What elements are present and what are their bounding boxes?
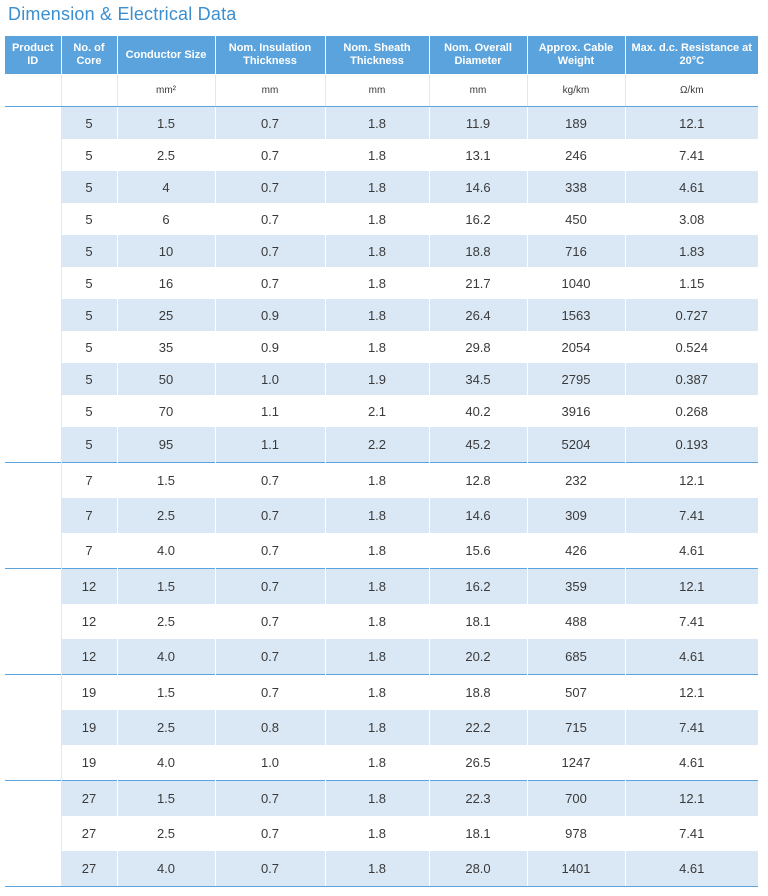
cell-no-of-core: 7 — [61, 463, 117, 499]
table-row — [5, 498, 758, 533]
header-row — [5, 36, 758, 75]
cell-product-id — [5, 533, 61, 569]
cell-cable-weight: 715 — [527, 710, 625, 745]
cell-cable-weight: 189 — [527, 107, 625, 140]
cell-cable-weight: 309 — [527, 498, 625, 533]
cell-overall-diameter: 18.1 — [429, 816, 527, 851]
unit-cell: mm — [429, 75, 527, 107]
cell-cable-weight: 507 — [527, 675, 625, 711]
cell-dc-resistance: 4.61 — [625, 745, 758, 781]
cell-conductor-size: 1.5 — [117, 107, 215, 140]
cell-overall-diameter: 28.0 — [429, 851, 527, 887]
cell-sheath-thickness: 1.8 — [325, 604, 429, 639]
table-row — [5, 851, 758, 887]
cell-sheath-thickness: 1.8 — [325, 463, 429, 499]
cell-no-of-core: 5 — [61, 299, 117, 331]
cell-overall-diameter: 16.2 — [429, 569, 527, 605]
cell-dc-resistance: 0.727 — [625, 299, 758, 331]
cell-overall-diameter: 14.6 — [429, 498, 527, 533]
table-row — [5, 139, 758, 171]
cell-conductor-size: 4.0 — [117, 533, 215, 569]
cell-sheath-thickness: 1.8 — [325, 203, 429, 235]
table-row — [5, 710, 758, 745]
cell-sheath-thickness: 1.8 — [325, 639, 429, 675]
cell-dc-resistance: 12.1 — [625, 781, 758, 817]
cell-product-id — [5, 203, 61, 235]
cell-dc-resistance: 12.1 — [625, 107, 758, 140]
cell-conductor-size: 16 — [117, 267, 215, 299]
cell-overall-diameter: 20.2 — [429, 639, 527, 675]
cell-no-of-core: 19 — [61, 675, 117, 711]
table-row — [5, 395, 758, 427]
cell-product-id — [5, 745, 61, 781]
cell-cable-weight: 359 — [527, 569, 625, 605]
unit-cell: mm — [215, 75, 325, 107]
table-row — [5, 363, 758, 395]
cell-insulation-thickness: 0.9 — [215, 331, 325, 363]
cell-no-of-core: 12 — [61, 604, 117, 639]
cell-no-of-core: 27 — [61, 816, 117, 851]
cell-product-id — [5, 781, 61, 817]
cell-dc-resistance: 4.61 — [625, 171, 758, 203]
cell-insulation-thickness: 0.7 — [215, 498, 325, 533]
cell-insulation-thickness: 0.7 — [215, 604, 325, 639]
cell-dc-resistance: 1.15 — [625, 267, 758, 299]
cell-conductor-size: 10 — [117, 235, 215, 267]
unit-cell: mm² — [117, 75, 215, 107]
cell-cable-weight: 3916 — [527, 395, 625, 427]
cell-insulation-thickness: 1.0 — [215, 363, 325, 395]
cell-conductor-size: 2.5 — [117, 498, 215, 533]
table-row — [5, 463, 758, 499]
cell-sheath-thickness: 1.8 — [325, 235, 429, 267]
cell-dc-resistance: 12.1 — [625, 569, 758, 605]
cell-cable-weight: 488 — [527, 604, 625, 639]
table-row — [5, 203, 758, 235]
units-row — [5, 75, 758, 107]
cell-sheath-thickness: 1.8 — [325, 710, 429, 745]
col-header-no-of-core: No. of Core — [61, 36, 117, 75]
cell-sheath-thickness: 1.8 — [325, 745, 429, 781]
cell-overall-diameter: 12.8 — [429, 463, 527, 499]
cell-cable-weight: 5204 — [527, 427, 625, 463]
cell-cable-weight: 2795 — [527, 363, 625, 395]
cell-product-id — [5, 498, 61, 533]
table-row — [5, 745, 758, 781]
col-header-cable-weight: Approx. Cable Weight — [527, 36, 625, 75]
cell-cable-weight: 1401 — [527, 851, 625, 887]
unit-cell: kg/km — [527, 75, 625, 107]
cell-insulation-thickness: 1.1 — [215, 427, 325, 463]
cell-product-id — [5, 235, 61, 267]
cell-overall-diameter: 13.1 — [429, 139, 527, 171]
cell-insulation-thickness: 0.8 — [215, 710, 325, 745]
cell-conductor-size: 4.0 — [117, 639, 215, 675]
cell-sheath-thickness: 1.8 — [325, 267, 429, 299]
cell-overall-diameter: 16.2 — [429, 203, 527, 235]
cell-overall-diameter: 26.5 — [429, 745, 527, 781]
cell-no-of-core: 27 — [61, 781, 117, 817]
cell-overall-diameter: 14.6 — [429, 171, 527, 203]
cell-conductor-size: 35 — [117, 331, 215, 363]
cell-sheath-thickness: 1.8 — [325, 139, 429, 171]
col-header-dc-resistance: Max. d.c. Resistance at 20°C — [625, 36, 758, 75]
table-row — [5, 816, 758, 851]
cell-sheath-thickness: 1.8 — [325, 107, 429, 140]
cell-conductor-size: 70 — [117, 395, 215, 427]
cell-product-id — [5, 331, 61, 363]
cell-insulation-thickness: 0.7 — [215, 235, 325, 267]
cell-insulation-thickness: 0.7 — [215, 171, 325, 203]
cell-insulation-thickness: 1.0 — [215, 745, 325, 781]
cell-cable-weight: 685 — [527, 639, 625, 675]
cell-overall-diameter: 34.5 — [429, 363, 527, 395]
cell-conductor-size: 25 — [117, 299, 215, 331]
cell-sheath-thickness: 1.8 — [325, 851, 429, 887]
cell-overall-diameter: 40.2 — [429, 395, 527, 427]
cell-dc-resistance: 7.41 — [625, 139, 758, 171]
cell-overall-diameter: 45.2 — [429, 427, 527, 463]
cell-no-of-core: 5 — [61, 363, 117, 395]
cell-sheath-thickness: 1.8 — [325, 498, 429, 533]
cell-conductor-size: 95 — [117, 427, 215, 463]
cell-dc-resistance: 7.41 — [625, 604, 758, 639]
table-row — [5, 569, 758, 605]
cell-cable-weight: 700 — [527, 781, 625, 817]
cell-insulation-thickness: 0.7 — [215, 533, 325, 569]
cell-overall-diameter: 11.9 — [429, 107, 527, 140]
cell-cable-weight: 450 — [527, 203, 625, 235]
cell-cable-weight: 2054 — [527, 331, 625, 363]
cell-cable-weight: 1040 — [527, 267, 625, 299]
cell-overall-diameter: 15.6 — [429, 533, 527, 569]
unit-cell: Ω/km — [625, 75, 758, 107]
page-title: Dimension & Electrical Data — [8, 4, 237, 24]
cell-no-of-core: 19 — [61, 745, 117, 781]
cell-conductor-size: 6 — [117, 203, 215, 235]
cell-no-of-core: 5 — [61, 427, 117, 463]
cell-conductor-size: 2.5 — [117, 710, 215, 745]
cell-dc-resistance: 12.1 — [625, 463, 758, 499]
cell-cable-weight: 426 — [527, 533, 625, 569]
cell-insulation-thickness: 0.7 — [215, 107, 325, 140]
cell-sheath-thickness: 1.8 — [325, 816, 429, 851]
cell-no-of-core: 5 — [61, 267, 117, 299]
cell-conductor-size: 1.5 — [117, 463, 215, 499]
cell-product-id — [5, 604, 61, 639]
table-row — [5, 299, 758, 331]
cell-insulation-thickness: 0.7 — [215, 851, 325, 887]
cell-sheath-thickness: 1.8 — [325, 171, 429, 203]
cell-no-of-core: 12 — [61, 639, 117, 675]
cell-product-id — [5, 107, 61, 140]
cell-sheath-thickness: 1.8 — [325, 781, 429, 817]
cell-no-of-core: 5 — [61, 395, 117, 427]
cell-product-id — [5, 299, 61, 331]
cell-overall-diameter: 18.8 — [429, 235, 527, 267]
cell-dc-resistance: 0.193 — [625, 427, 758, 463]
cell-insulation-thickness: 0.7 — [215, 569, 325, 605]
cell-product-id — [5, 851, 61, 887]
cell-no-of-core: 5 — [61, 139, 117, 171]
dimension-electrical-table — [5, 36, 758, 887]
cell-product-id — [5, 139, 61, 171]
cell-cable-weight: 1563 — [527, 299, 625, 331]
table-row — [5, 604, 758, 639]
unit-cell — [61, 75, 117, 107]
cell-no-of-core: 19 — [61, 710, 117, 745]
cell-sheath-thickness: 2.2 — [325, 427, 429, 463]
cell-no-of-core: 27 — [61, 851, 117, 887]
table-row — [5, 427, 758, 463]
cell-insulation-thickness: 0.7 — [215, 816, 325, 851]
table-row — [5, 639, 758, 675]
cell-product-id — [5, 639, 61, 675]
cell-product-id — [5, 427, 61, 463]
col-header-conductor-size: Conductor Size — [117, 36, 215, 75]
cell-conductor-size: 4 — [117, 171, 215, 203]
cell-sheath-thickness: 1.8 — [325, 569, 429, 605]
cell-product-id — [5, 710, 61, 745]
cell-cable-weight: 232 — [527, 463, 625, 499]
cell-insulation-thickness: 0.7 — [215, 639, 325, 675]
cell-no-of-core: 7 — [61, 498, 117, 533]
cell-no-of-core: 5 — [61, 107, 117, 140]
cell-no-of-core: 5 — [61, 331, 117, 363]
table-row — [5, 331, 758, 363]
cell-conductor-size: 2.5 — [117, 604, 215, 639]
cell-insulation-thickness: 0.7 — [215, 675, 325, 711]
cell-cable-weight: 716 — [527, 235, 625, 267]
table-row — [5, 171, 758, 203]
cell-dc-resistance: 7.41 — [625, 710, 758, 745]
cell-no-of-core: 12 — [61, 569, 117, 605]
cell-dc-resistance: 4.61 — [625, 639, 758, 675]
cell-product-id — [5, 816, 61, 851]
table-row — [5, 781, 758, 817]
cell-product-id — [5, 363, 61, 395]
cell-cable-weight: 978 — [527, 816, 625, 851]
cell-dc-resistance: 7.41 — [625, 498, 758, 533]
cell-dc-resistance: 4.61 — [625, 851, 758, 887]
cell-conductor-size: 1.5 — [117, 781, 215, 817]
cell-sheath-thickness: 1.8 — [325, 331, 429, 363]
cell-insulation-thickness: 0.9 — [215, 299, 325, 331]
table-row — [5, 675, 758, 711]
cell-overall-diameter: 26.4 — [429, 299, 527, 331]
cell-insulation-thickness: 0.7 — [215, 463, 325, 499]
col-header-product-id: Product ID — [5, 36, 61, 75]
col-header-sheath-thickness: Nom. Sheath Thickness — [325, 36, 429, 75]
cell-overall-diameter: 18.8 — [429, 675, 527, 711]
cell-product-id — [5, 675, 61, 711]
cell-conductor-size: 1.5 — [117, 675, 215, 711]
cell-dc-resistance: 0.268 — [625, 395, 758, 427]
cell-sheath-thickness: 2.1 — [325, 395, 429, 427]
cell-product-id — [5, 171, 61, 203]
table-row — [5, 107, 758, 140]
cell-conductor-size: 4.0 — [117, 851, 215, 887]
cell-overall-diameter: 22.3 — [429, 781, 527, 817]
cell-product-id — [5, 395, 61, 427]
cell-sheath-thickness: 1.8 — [325, 533, 429, 569]
cell-dc-resistance: 7.41 — [625, 816, 758, 851]
cell-no-of-core: 5 — [61, 171, 117, 203]
cell-no-of-core: 5 — [61, 235, 117, 267]
cell-conductor-size: 1.5 — [117, 569, 215, 605]
cell-dc-resistance: 0.524 — [625, 331, 758, 363]
cell-overall-diameter: 29.8 — [429, 331, 527, 363]
cell-overall-diameter: 22.2 — [429, 710, 527, 745]
cell-product-id — [5, 267, 61, 299]
cell-overall-diameter: 21.7 — [429, 267, 527, 299]
cell-insulation-thickness: 0.7 — [215, 203, 325, 235]
table-row — [5, 267, 758, 299]
cell-conductor-size: 50 — [117, 363, 215, 395]
col-header-insulation-thickness: Nom. Insulation Thickness — [215, 36, 325, 75]
cell-dc-resistance: 3.08 — [625, 203, 758, 235]
cell-conductor-size: 2.5 — [117, 816, 215, 851]
cell-cable-weight: 1247 — [527, 745, 625, 781]
cell-no-of-core: 5 — [61, 203, 117, 235]
cell-dc-resistance: 1.83 — [625, 235, 758, 267]
cell-sheath-thickness: 1.8 — [325, 299, 429, 331]
cell-insulation-thickness: 1.1 — [215, 395, 325, 427]
cell-dc-resistance: 12.1 — [625, 675, 758, 711]
cell-conductor-size: 4.0 — [117, 745, 215, 781]
cell-insulation-thickness: 0.7 — [215, 139, 325, 171]
cell-insulation-thickness: 0.7 — [215, 267, 325, 299]
cell-no-of-core: 7 — [61, 533, 117, 569]
cell-conductor-size: 2.5 — [117, 139, 215, 171]
table-row — [5, 533, 758, 569]
cell-sheath-thickness: 1.8 — [325, 675, 429, 711]
col-header-overall-diameter: Nom. Overall Diameter — [429, 36, 527, 75]
cell-cable-weight: 338 — [527, 171, 625, 203]
cell-cable-weight: 246 — [527, 139, 625, 171]
cell-product-id — [5, 569, 61, 605]
cell-dc-resistance: 4.61 — [625, 533, 758, 569]
cell-product-id — [5, 463, 61, 499]
unit-cell: mm — [325, 75, 429, 107]
cell-overall-diameter: 18.1 — [429, 604, 527, 639]
unit-cell — [5, 75, 61, 107]
table-row — [5, 235, 758, 267]
cell-insulation-thickness: 0.7 — [215, 781, 325, 817]
cell-sheath-thickness: 1.9 — [325, 363, 429, 395]
cell-dc-resistance: 0.387 — [625, 363, 758, 395]
